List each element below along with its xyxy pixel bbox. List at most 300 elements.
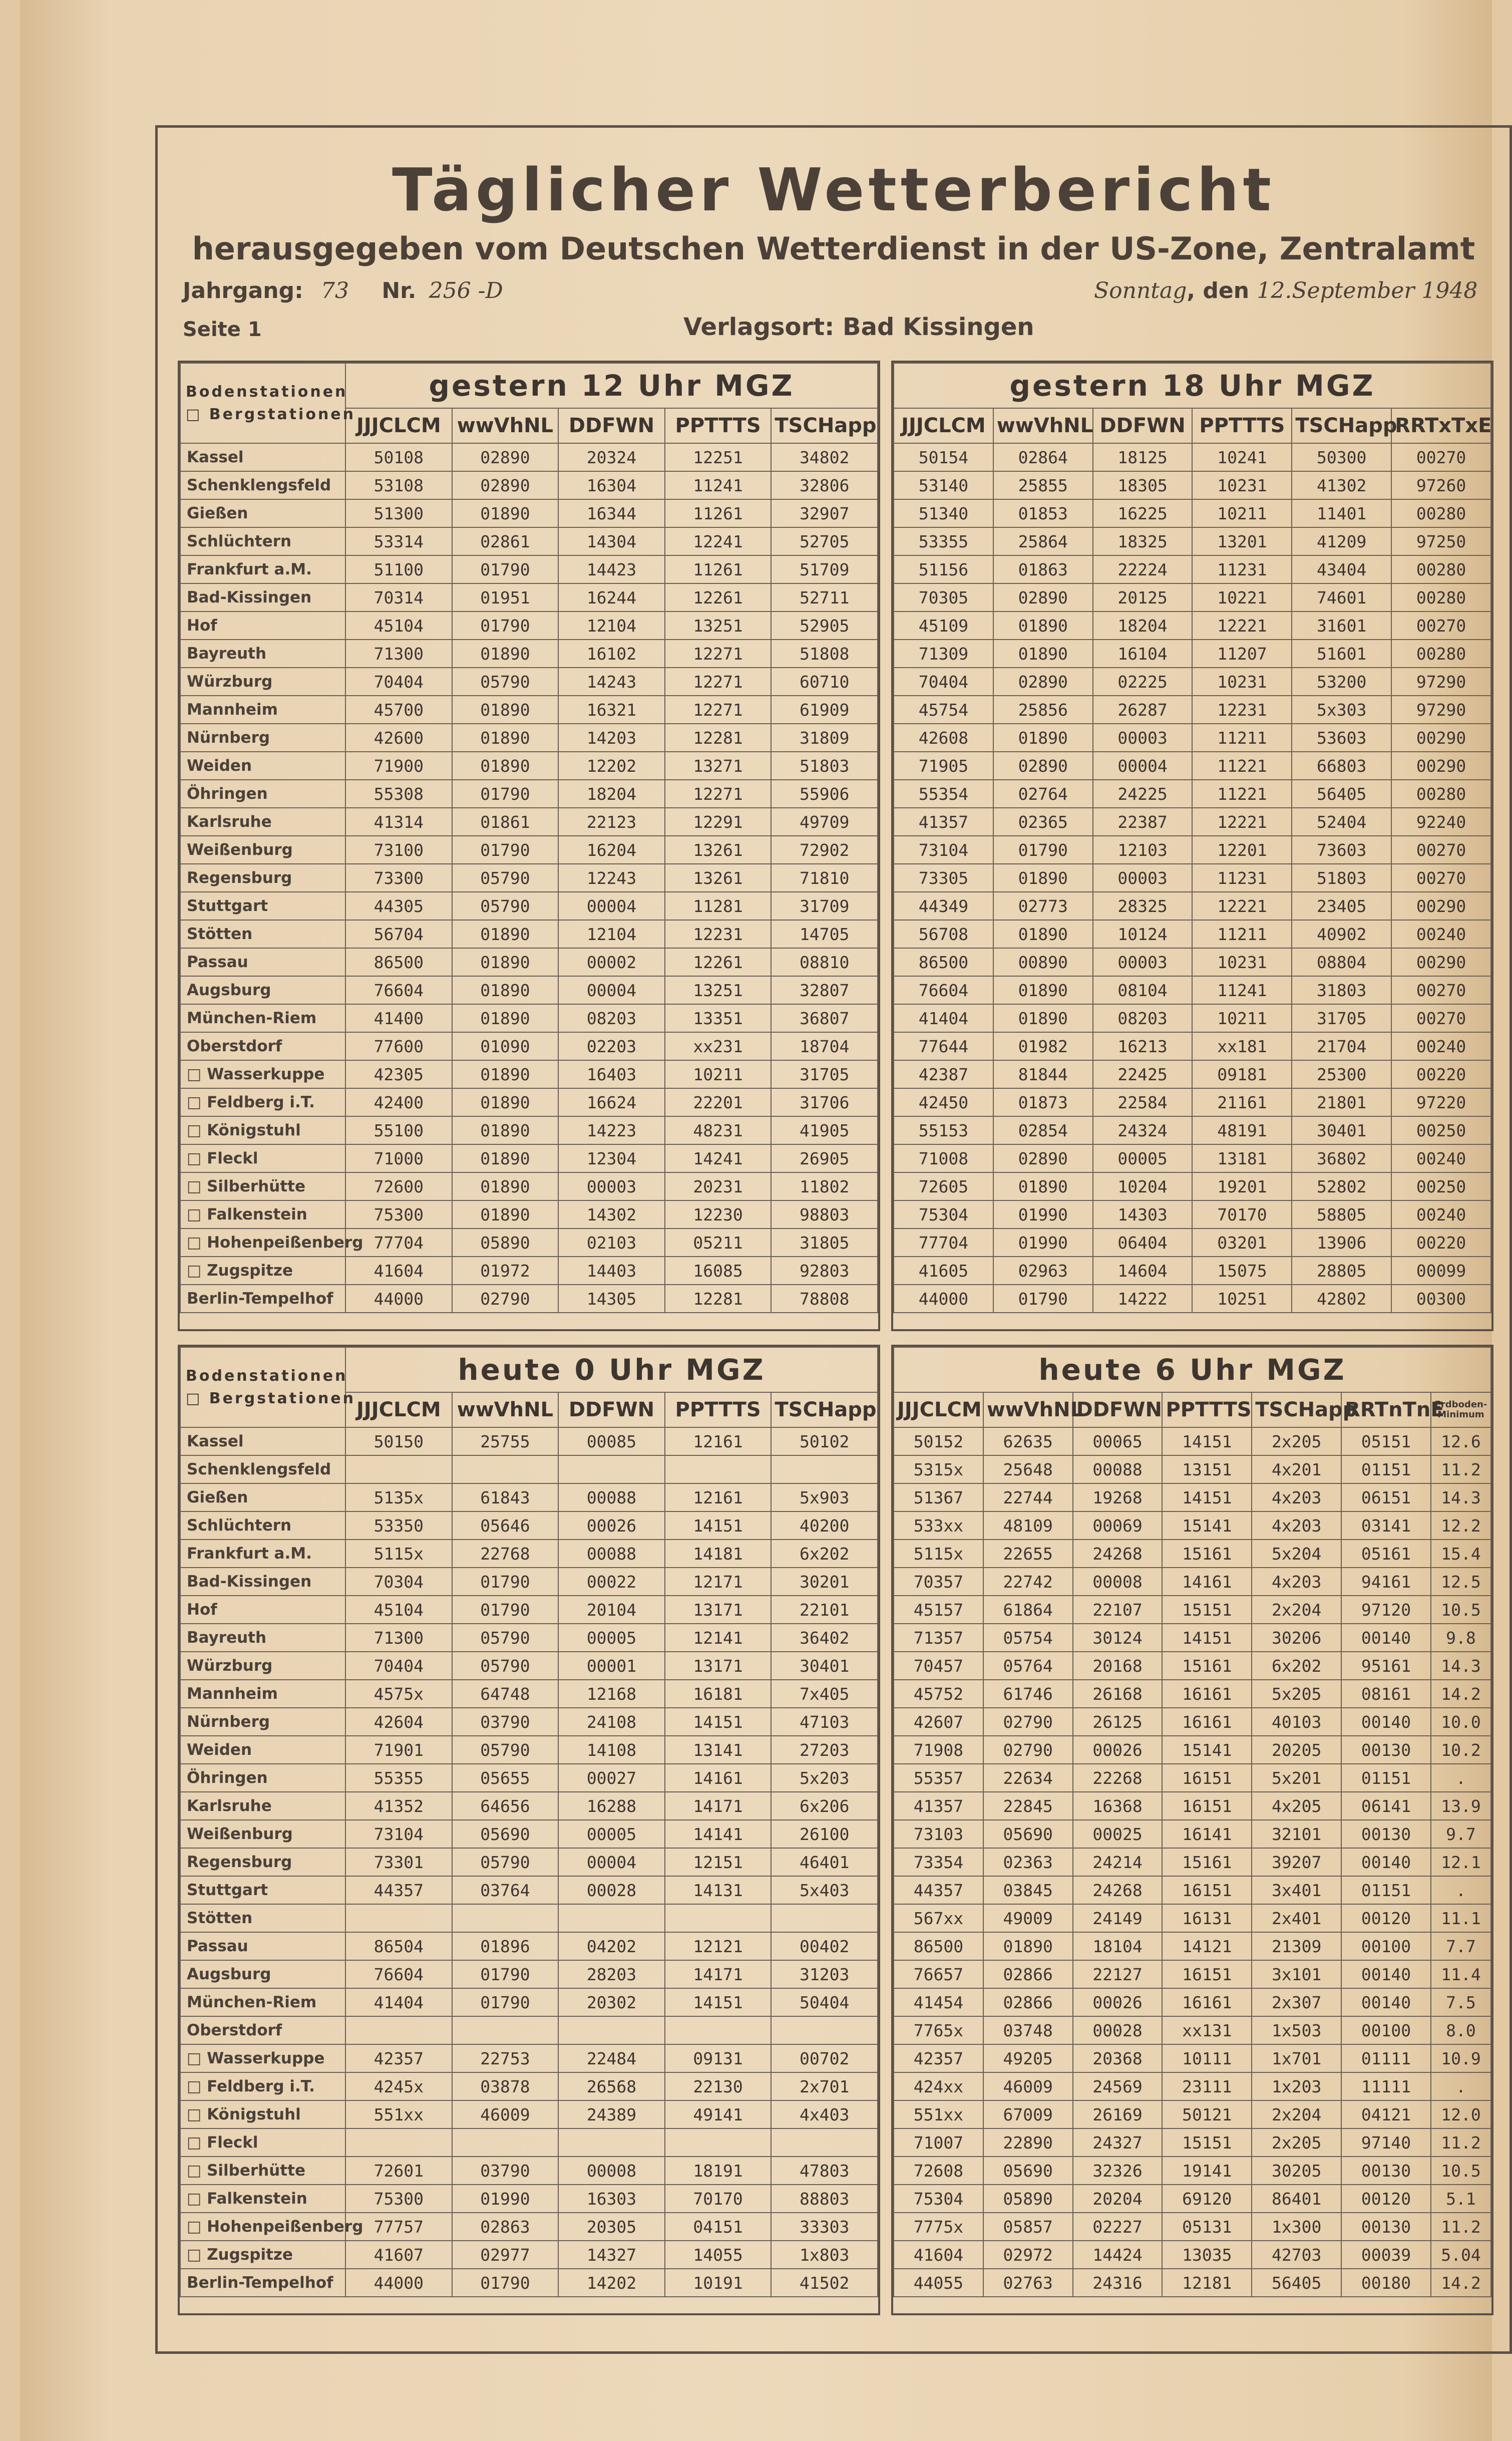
table-row bbox=[894, 1200, 1491, 1229]
table-row bbox=[894, 780, 1491, 808]
data-cell: 4575x bbox=[345, 1680, 452, 1708]
table-row bbox=[180, 527, 878, 555]
data-cell: 16225 bbox=[1093, 499, 1193, 527]
table-row bbox=[180, 1876, 878, 1904]
table-row bbox=[894, 2157, 1491, 2185]
data-cell: 9.7 bbox=[1431, 1820, 1491, 1848]
data-cell: 11231 bbox=[1192, 555, 1292, 583]
data-cell: 5135x bbox=[345, 1483, 452, 1511]
data-cell: 8.0 bbox=[1431, 2016, 1491, 2044]
data-cell: 48109 bbox=[983, 1511, 1073, 1540]
data-cell: 20368 bbox=[1073, 2044, 1163, 2072]
data-cell: 00065 bbox=[1073, 1427, 1163, 1455]
data-cell: 00402 bbox=[771, 1932, 878, 1960]
table-row bbox=[894, 2016, 1491, 2044]
data-cell: 01896 bbox=[452, 1932, 559, 1960]
data-cell: 13141 bbox=[665, 1736, 772, 1764]
table-row bbox=[894, 1229, 1491, 1257]
data-cell: 03201 bbox=[1192, 1229, 1292, 1257]
data-cell: 16368 bbox=[1073, 1792, 1163, 1820]
data-cell: 12.5 bbox=[1431, 1568, 1491, 1596]
data-cell: 45104 bbox=[345, 1596, 452, 1624]
data-cell: 76657 bbox=[894, 1960, 983, 1988]
data-cell: 22744 bbox=[983, 1483, 1073, 1511]
data-cell: 92240 bbox=[1391, 808, 1491, 836]
data-cell: 14.2 bbox=[1431, 2269, 1491, 2297]
data-cell: 10124 bbox=[1093, 920, 1193, 948]
data-cell: 50152 bbox=[894, 1427, 983, 1455]
table-row bbox=[180, 2269, 878, 2297]
data-cell: 52802 bbox=[1292, 1172, 1391, 1200]
data-cell: 12104 bbox=[558, 920, 665, 948]
data-cell: 01890 bbox=[452, 1004, 559, 1032]
data-cell: 5x403 bbox=[771, 1876, 878, 1904]
data-cell bbox=[345, 2016, 452, 2044]
data-cell: 34802 bbox=[771, 443, 878, 471]
data-cell: 02866 bbox=[983, 1960, 1073, 1988]
data-cell: 00702 bbox=[771, 2044, 878, 2072]
data-cell: 11261 bbox=[665, 555, 772, 583]
table-row bbox=[180, 1229, 878, 1257]
data-cell: 72902 bbox=[771, 836, 878, 864]
station-name: Bad-Kissingen bbox=[180, 583, 345, 612]
data-cell: 71300 bbox=[345, 640, 452, 668]
data-cell: 46009 bbox=[452, 2100, 559, 2128]
data-cell: 22742 bbox=[983, 1568, 1073, 1596]
data-cell: 41905 bbox=[771, 1116, 878, 1144]
data-cell: 02790 bbox=[452, 1285, 559, 1313]
data-cell: 45104 bbox=[345, 612, 452, 640]
data-cell: 12.6 bbox=[1431, 1427, 1491, 1455]
data-cell: 46401 bbox=[771, 1848, 878, 1876]
data-cell: 13201 bbox=[1192, 527, 1292, 555]
data-cell: 15161 bbox=[1162, 1652, 1252, 1680]
data-cell: 49009 bbox=[983, 1904, 1073, 1932]
data-cell: 12171 bbox=[665, 1568, 772, 1596]
data-cell: 01890 bbox=[993, 920, 1093, 948]
data-cell: 05890 bbox=[983, 2185, 1073, 2213]
data-cell: 00280 bbox=[1391, 555, 1491, 583]
station-name: □ Fleckl bbox=[180, 2128, 345, 2157]
data-cell: 60710 bbox=[771, 668, 878, 696]
data-cell: 00008 bbox=[558, 2157, 665, 2185]
data-cell bbox=[558, 1904, 665, 1932]
table-row bbox=[180, 1848, 878, 1876]
data-cell: 01890 bbox=[993, 1004, 1093, 1032]
data-cell: 12121 bbox=[665, 1932, 772, 1960]
data-cell: 01890 bbox=[452, 920, 559, 948]
station-name: Regensburg bbox=[180, 864, 345, 892]
station-name: Weiden bbox=[180, 1736, 345, 1764]
data-cell: 22101 bbox=[771, 1596, 878, 1624]
data-cell: 18704 bbox=[771, 1032, 878, 1060]
data-cell: 18204 bbox=[1093, 612, 1193, 640]
data-cell bbox=[771, 1904, 878, 1932]
data-cell: 10231 bbox=[1192, 471, 1292, 499]
data-cell: 01982 bbox=[993, 1032, 1093, 1060]
station-name: Öhringen bbox=[180, 1764, 345, 1792]
data-cell: 22268 bbox=[1073, 1764, 1163, 1792]
table-row bbox=[894, 948, 1491, 976]
data-cell: 1x203 bbox=[1252, 2072, 1341, 2100]
data-cell: 01790 bbox=[452, 1568, 559, 1596]
data-cell: 5115x bbox=[894, 1540, 983, 1568]
data-cell: 00004 bbox=[558, 1848, 665, 1876]
data-cell: 22127 bbox=[1073, 1960, 1163, 1988]
data-cell: 51601 bbox=[1292, 640, 1391, 668]
table-row bbox=[180, 948, 878, 976]
table-row bbox=[180, 640, 878, 668]
col-header: wwVhNL bbox=[993, 408, 1093, 443]
data-cell: 21161 bbox=[1192, 1088, 1292, 1116]
data-cell: 13261 bbox=[665, 864, 772, 892]
data-cell: 42305 bbox=[345, 1060, 452, 1088]
data-cell: 40103 bbox=[1252, 1708, 1341, 1736]
data-cell: 11281 bbox=[665, 892, 772, 920]
table-row bbox=[180, 1172, 878, 1200]
berg-label: □ Bergstationen bbox=[186, 406, 356, 423]
data-cell: 7765x bbox=[894, 2016, 983, 2044]
table-row bbox=[180, 1960, 878, 1988]
data-cell: 14171 bbox=[665, 1960, 772, 1988]
data-cell: 01790 bbox=[452, 555, 559, 583]
data-cell: 00100 bbox=[1341, 2016, 1431, 2044]
data-cell: 22484 bbox=[558, 2044, 665, 2072]
data-cell: 01890 bbox=[452, 499, 559, 527]
data-cell: 00002 bbox=[558, 948, 665, 976]
data-cell: 00140 bbox=[1341, 1708, 1431, 1736]
data-cell: 01861 bbox=[452, 808, 559, 836]
data-cell: 25648 bbox=[983, 1455, 1073, 1483]
data-cell: 02861 bbox=[452, 527, 559, 555]
data-cell: 26169 bbox=[1073, 2100, 1163, 2128]
table-row bbox=[894, 1032, 1491, 1060]
data-cell: 00004 bbox=[1093, 752, 1193, 780]
data-cell: 95161 bbox=[1341, 1652, 1431, 1680]
data-cell: 14.2 bbox=[1431, 1680, 1491, 1708]
table-row bbox=[180, 724, 878, 752]
data-cell: 6x202 bbox=[1252, 1652, 1341, 1680]
data-cell: 3x401 bbox=[1252, 1876, 1341, 1904]
data-cell: 14302 bbox=[558, 1200, 665, 1229]
data-cell: 00003 bbox=[558, 1172, 665, 1200]
data-cell: 21309 bbox=[1252, 1932, 1341, 1960]
table-row bbox=[180, 808, 878, 836]
data-cell: 02225 bbox=[1093, 668, 1193, 696]
data-cell: 06141 bbox=[1341, 1792, 1431, 1820]
station-name: □ Hohenpeißenberg bbox=[180, 1229, 345, 1257]
panel-today-0 bbox=[178, 1345, 880, 2315]
data-cell bbox=[452, 2128, 559, 2157]
data-cell: 42608 bbox=[894, 724, 993, 752]
data-cell: 06151 bbox=[1341, 1483, 1431, 1511]
data-cell: 00270 bbox=[1391, 976, 1491, 1004]
data-cell: 25755 bbox=[452, 1427, 559, 1455]
table-row bbox=[180, 1652, 878, 1680]
col-header: TSCHapp bbox=[1292, 408, 1391, 443]
data-cell: 24268 bbox=[1073, 1540, 1163, 1568]
data-cell: 00120 bbox=[1341, 1904, 1431, 1932]
station-name: Mannheim bbox=[180, 1680, 345, 1708]
data-cell: 55100 bbox=[345, 1116, 452, 1144]
table-row bbox=[180, 1088, 878, 1116]
station-name: Schlüchtern bbox=[180, 527, 345, 555]
data-cell: 45700 bbox=[345, 696, 452, 724]
data-cell: 00130 bbox=[1341, 2157, 1431, 2185]
data-cell: 02890 bbox=[993, 668, 1093, 696]
data-cell: 45109 bbox=[894, 612, 993, 640]
data-cell: 11211 bbox=[1192, 920, 1292, 948]
data-cell: 05211 bbox=[665, 1229, 772, 1257]
station-name: Bayreuth bbox=[180, 1624, 345, 1652]
publication-place: Verlagsort: Bad Kissingen bbox=[683, 313, 1034, 341]
data-cell: 02363 bbox=[983, 1848, 1073, 1876]
data-cell: 50121 bbox=[1162, 2100, 1252, 2128]
data-cell: 00088 bbox=[558, 1540, 665, 1568]
data-cell: 14151 bbox=[665, 1708, 772, 1736]
data-cell: 22224 bbox=[1093, 555, 1193, 583]
data-cell: 14108 bbox=[558, 1736, 665, 1764]
data-cell: 12304 bbox=[558, 1144, 665, 1172]
data-cell: 42357 bbox=[894, 2044, 983, 2072]
data-cell: 01873 bbox=[993, 1088, 1093, 1116]
data-cell: 04121 bbox=[1341, 2100, 1431, 2128]
data-cell: . bbox=[1431, 1764, 1491, 1792]
data-cell: 77600 bbox=[345, 1032, 452, 1060]
data-cell: 58805 bbox=[1292, 1200, 1391, 1229]
data-cell: 24327 bbox=[1073, 2128, 1163, 2157]
data-cell: 52705 bbox=[771, 527, 878, 555]
data-cell: 42387 bbox=[894, 1060, 993, 1088]
date-prefix: , den bbox=[1187, 278, 1250, 303]
table-row bbox=[180, 443, 878, 471]
data-cell: 22107 bbox=[1073, 1596, 1163, 1624]
data-cell: 00140 bbox=[1341, 1960, 1431, 1988]
data-cell: 20125 bbox=[1093, 583, 1193, 612]
data-cell: 02890 bbox=[452, 443, 559, 471]
data-cell: 00039 bbox=[1341, 2241, 1431, 2269]
data-cell: 51808 bbox=[771, 640, 878, 668]
data-cell: 00025 bbox=[1073, 1820, 1163, 1848]
data-cell: 15141 bbox=[1162, 1511, 1252, 1540]
data-cell: 27203 bbox=[771, 1736, 878, 1764]
station-name: Gießen bbox=[180, 499, 345, 527]
data-cell: 16204 bbox=[558, 836, 665, 864]
data-cell: 61864 bbox=[983, 1596, 1073, 1624]
data-cell: 12291 bbox=[665, 808, 772, 836]
data-cell: 2x205 bbox=[1252, 2128, 1341, 2157]
data-cell: 31203 bbox=[771, 1960, 878, 1988]
data-cell: 00270 bbox=[1391, 443, 1491, 471]
data-cell: 01890 bbox=[993, 1172, 1093, 1200]
data-cell: 24149 bbox=[1073, 1904, 1163, 1932]
data-cell: 00004 bbox=[558, 976, 665, 1004]
data-cell: 73300 bbox=[345, 864, 452, 892]
data-cell: 01890 bbox=[993, 640, 1093, 668]
data-cell: 32806 bbox=[771, 471, 878, 499]
data-cell: 01890 bbox=[452, 1116, 559, 1144]
data-cell: 71905 bbox=[894, 752, 993, 780]
data-cell: 24389 bbox=[558, 2100, 665, 2128]
data-cell: 5315x bbox=[894, 1455, 983, 1483]
station-name: Schlüchtern bbox=[180, 1511, 345, 1540]
data-cell: 01890 bbox=[452, 948, 559, 976]
data-cell: 00140 bbox=[1341, 1988, 1431, 2016]
data-cell: 66803 bbox=[1292, 752, 1391, 780]
date-line bbox=[1094, 278, 1477, 303]
data-cell: 01151 bbox=[1341, 1455, 1431, 1483]
data-cell: 15075 bbox=[1192, 1257, 1292, 1285]
data-cell: 52905 bbox=[771, 612, 878, 640]
data-cell: 1x701 bbox=[1252, 2044, 1341, 2072]
data-cell: 31706 bbox=[771, 1088, 878, 1116]
station-name: □ Silberhütte bbox=[180, 2157, 345, 2185]
data-cell: 14151 bbox=[665, 1988, 772, 2016]
table-row bbox=[894, 1876, 1491, 1904]
data-cell: 41404 bbox=[345, 1988, 452, 2016]
data-cell: 00004 bbox=[558, 892, 665, 920]
data-cell: 97290 bbox=[1391, 696, 1491, 724]
data-cell: 12281 bbox=[665, 724, 772, 752]
data-cell: 56405 bbox=[1252, 2269, 1341, 2297]
data-cell: 10.2 bbox=[1431, 1736, 1491, 1764]
col-header: TSCHapp bbox=[771, 408, 878, 443]
data-cell: 11.4 bbox=[1431, 1960, 1491, 1988]
data-cell: 01790 bbox=[452, 780, 559, 808]
station-name: Augsburg bbox=[180, 1960, 345, 1988]
table-row bbox=[180, 1200, 878, 1229]
data-cell: 48191 bbox=[1192, 1116, 1292, 1144]
data-cell: 05890 bbox=[452, 1229, 559, 1257]
data-cell: 52404 bbox=[1292, 808, 1391, 836]
data-cell: 01951 bbox=[452, 583, 559, 612]
data-cell: 22584 bbox=[1093, 1088, 1193, 1116]
data-cell: 16141 bbox=[1162, 1820, 1252, 1848]
table-row bbox=[894, 471, 1491, 499]
data-cell: 2x401 bbox=[1252, 1904, 1341, 1932]
data-cell: 4x203 bbox=[1252, 1483, 1341, 1511]
data-cell: 30124 bbox=[1073, 1624, 1163, 1652]
station-name: Frankfurt a.M. bbox=[180, 1540, 345, 1568]
data-cell: 11111 bbox=[1341, 2072, 1431, 2100]
data-cell: 42600 bbox=[345, 724, 452, 752]
data-cell bbox=[665, 2128, 772, 2157]
data-cell: 36802 bbox=[1292, 1144, 1391, 1172]
data-cell: 18325 bbox=[1093, 527, 1193, 555]
data-cell: 18204 bbox=[558, 780, 665, 808]
data-cell: 16151 bbox=[1162, 1876, 1252, 1904]
data-cell: 10221 bbox=[1192, 583, 1292, 612]
station-name: □ Fleckl bbox=[180, 1144, 345, 1172]
data-cell bbox=[558, 2128, 665, 2157]
data-cell: 05764 bbox=[983, 1652, 1073, 1680]
data-cell: 01890 bbox=[452, 1200, 559, 1229]
data-cell: 11231 bbox=[1192, 864, 1292, 892]
data-cell: 18104 bbox=[1073, 1932, 1163, 1960]
table-yesterday-18 bbox=[893, 363, 1491, 1313]
data-cell: 08161 bbox=[1341, 1680, 1431, 1708]
data-cell: 04202 bbox=[558, 1932, 665, 1960]
station-header bbox=[180, 1347, 356, 1427]
data-cell: 71908 bbox=[894, 1736, 983, 1764]
data-cell: 31601 bbox=[1292, 612, 1391, 640]
data-cell: 13261 bbox=[665, 836, 772, 864]
table-row bbox=[894, 640, 1491, 668]
data-cell: 00028 bbox=[558, 1876, 665, 1904]
col-header: DDFWN bbox=[1073, 1392, 1163, 1427]
data-cell: 44000 bbox=[345, 1285, 452, 1313]
data-cell: 74601 bbox=[1292, 583, 1391, 612]
data-cell: 15.4 bbox=[1431, 1540, 1491, 1568]
data-cell bbox=[771, 2016, 878, 2044]
data-cell: 12.2 bbox=[1431, 1511, 1491, 1540]
data-cell: 32807 bbox=[771, 976, 878, 1004]
data-cell: 5.04 bbox=[1431, 2241, 1491, 2269]
table-row bbox=[894, 668, 1491, 696]
data-cell: 20104 bbox=[558, 1596, 665, 1624]
data-cell: 28203 bbox=[558, 1960, 665, 1988]
data-cell: 00028 bbox=[1073, 2016, 1163, 2044]
data-cell: 16151 bbox=[1162, 1960, 1252, 1988]
table-row bbox=[894, 1988, 1491, 2016]
data-cell: 02977 bbox=[452, 2241, 559, 2269]
data-cell: 13151 bbox=[1162, 1455, 1252, 1483]
data-cell: 14423 bbox=[558, 555, 665, 583]
data-cell: 4x201 bbox=[1252, 1455, 1341, 1483]
data-cell: 44357 bbox=[345, 1876, 452, 1904]
data-cell: 71900 bbox=[345, 752, 452, 780]
data-cell: 11802 bbox=[771, 1172, 878, 1200]
data-cell: 01890 bbox=[452, 752, 559, 780]
table-row bbox=[180, 1116, 878, 1144]
table-row bbox=[894, 583, 1491, 612]
data-cell: 42607 bbox=[894, 1708, 983, 1736]
data-cell: 01972 bbox=[452, 1257, 559, 1285]
table-row bbox=[894, 443, 1491, 471]
data-cell: 73100 bbox=[345, 836, 452, 864]
table-row bbox=[894, 1596, 1491, 1624]
data-cell: 5x203 bbox=[771, 1764, 878, 1792]
data-cell: 00280 bbox=[1391, 640, 1491, 668]
data-cell: 50102 bbox=[771, 1427, 878, 1455]
data-cell bbox=[558, 2016, 665, 2044]
data-cell: 44357 bbox=[894, 1876, 983, 1904]
data-cell: 40902 bbox=[1292, 920, 1391, 948]
data-cell: 94161 bbox=[1341, 1568, 1431, 1596]
col-header: PPTTTS bbox=[1162, 1392, 1252, 1427]
data-cell: 01790 bbox=[452, 2269, 559, 2297]
data-cell: 12221 bbox=[1192, 612, 1292, 640]
data-cell: 51367 bbox=[894, 1483, 983, 1511]
station-name: Nürnberg bbox=[180, 724, 345, 752]
data-cell: 00290 bbox=[1391, 892, 1491, 920]
data-cell: 11241 bbox=[665, 471, 772, 499]
data-cell: 05655 bbox=[452, 1764, 559, 1792]
station-name: Stuttgart bbox=[180, 892, 345, 920]
col-header: TSCHapp bbox=[771, 1392, 878, 1427]
data-cell: 30401 bbox=[771, 1652, 878, 1680]
table-row bbox=[180, 471, 878, 499]
data-cell: 86401 bbox=[1252, 2185, 1341, 2213]
col-header: wwVhNL bbox=[452, 408, 559, 443]
data-cell: 24316 bbox=[1073, 2269, 1163, 2297]
data-cell: 01890 bbox=[452, 1088, 559, 1116]
data-cell: 88803 bbox=[771, 2185, 878, 2213]
data-cell: 70314 bbox=[345, 583, 452, 612]
data-cell: 15151 bbox=[1162, 1596, 1252, 1624]
table-row bbox=[894, 1820, 1491, 1848]
data-cell: 11401 bbox=[1292, 499, 1391, 527]
